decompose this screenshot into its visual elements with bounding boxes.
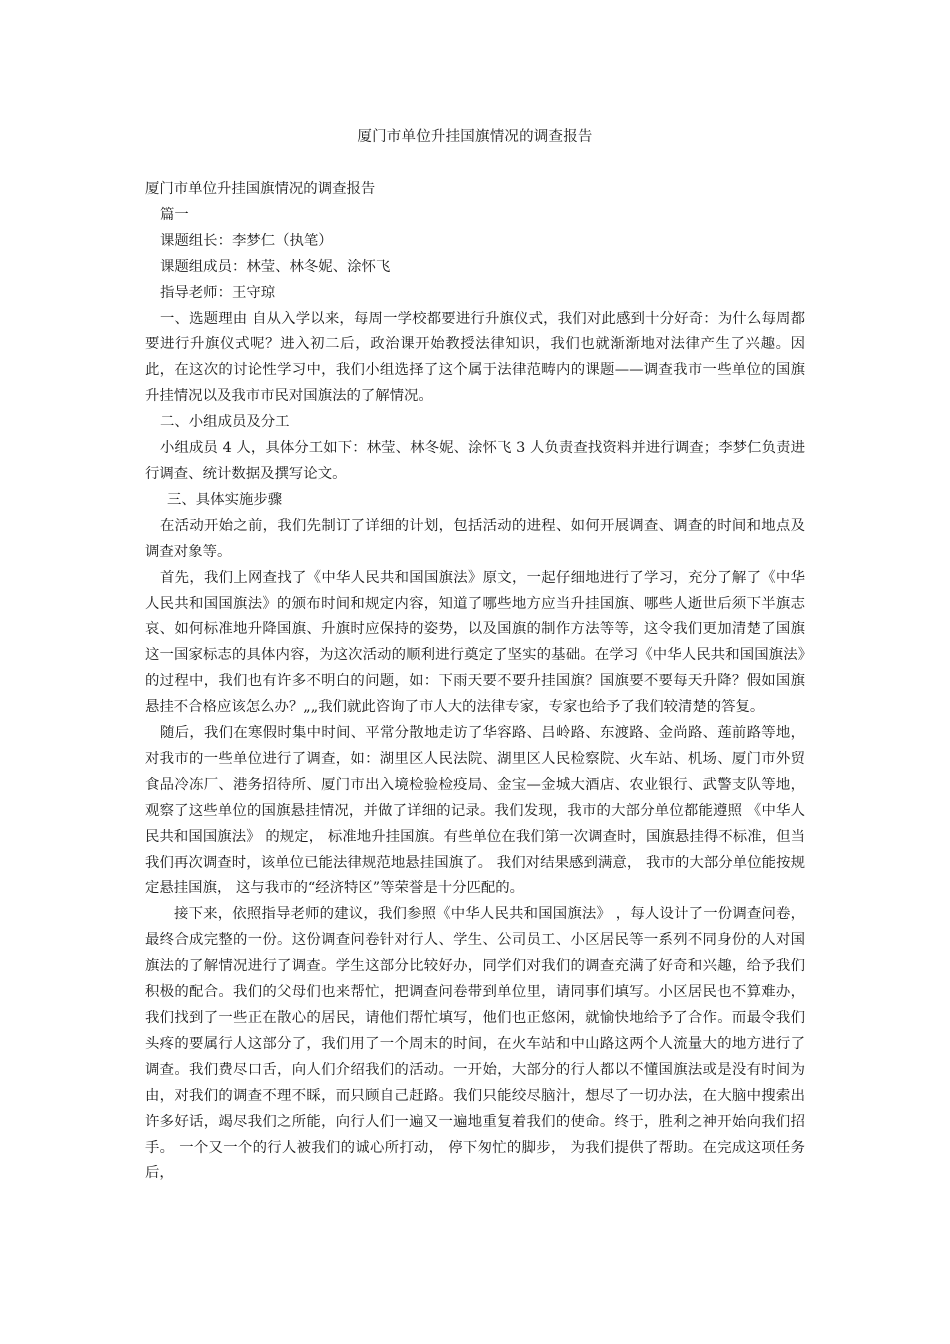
document-body [145,177,805,1187]
report-heading: 厦门市单位升挂国旗情况的调查报告 [145,181,376,197]
paragraph-visits: 随后，我们在寒假时集中时间、平常分散地走访了华容路、吕岭路、东渡路、金尚路、莲前路等地，对我市的一些单位进行了调查，如：湖里区人民法院、湖里区人民检察院、火车站、机场、厦门市外贸食品冷冻厂、港务招待所、厦门市出入境检验检疫局、金宝—金城大酒店、农业银行、武警支队等地，观察了这些单位的国旗悬挂情况，并做了详细的记录。我们发现，我市的大部分单位都能遵照 《中华人民共和国国旗法》 的规定， 标准地升挂国旗。有些单位在我们第一次调查时，国旗悬挂得不标准，但当我们再次调查时，该单位已能法律规范地悬挂国旗了。 我们对结果感到满意， 我市的大部分单位能按规定悬挂国旗， 这与我市的“经济特区”等荣誉是十分匹配的。 [145,725,805,897]
paragraph-division: 小组成员 4 人，具体分工如下：林莹、林冬妮、涂怀飞 3 人负责查找资料并进行调查；李梦仁负责进行调查、统计数据及撰写论文。 [145,440,805,482]
group-members: 课题组成员：林莹、林冬妮、涂怀飞 [160,258,391,275]
paragraph-plan: 在活动开始之前，我们先制订了详细的计划，包括活动的进程、如何开展调查、调查的时间和地点及调查对象等。 [145,517,805,560]
section-label: 篇一 [160,206,189,223]
section-heading-members: 二、小组成员及分工 [160,414,290,431]
advisor: 指导老师：王守琼 [160,284,276,301]
paragraph-research: 首先，我们上网查找了《中华人民共和国国旗法》原文，一起仔细地进行了学习，充分了解了《中华人民共和国国旗法》的颁布时间和规定内容，知道了哪些地方应当升挂国旗、哪些人逝世后须下半旗志哀、如何标准地升降国旗、升旗时应保持的姿势，以及国旗的制作方法等等，这令我们更加清楚了国旗这一国家标志的具体内容，为这次活动的顺利进行奠定了坚实的基础。在学习《中华人民共和国国旗法》的过程中，我们也有许多不明白的问题，如：下雨天要不要升挂国旗？国旗要不要每天升降？假如国旗悬挂不合格应该怎么办？„„我们就此咨询了市人大的法律专家，专家也给予了我们较清楚的答复。 [145,569,805,716]
paragraph-topic-reason: 一、选题理由 自从入学以来，每周一学校都要进行升旗仪式，我们对此感到十分好奇：为什么每周都要进行升旗仪式呢？进入初二后，政治课开始教授法律知识，我们也就渐渐地对法律产生了兴趣。因此，在这次的讨论性学习中，我们小组选择了这个属于法律范畴内的课题——调查我市一些单位的国旗升挂情况以及我市市民对国旗法的了解情况。 [145,310,805,405]
paragraph-survey: 接下来，依照指导老师的建议，我们参照《中华人民共和国国旗法》 ，每人设计了一份调查问卷，最终合成完整的一份。这份调查问卷针对行人、学生、公司员工、小区居民等一系列不同身份的人对国旗法的了解情况进行了调查。学生这部分比较好办，同学们对我们的调查充满了好奇和兴趣，给予我们积极的配合。我们的父母们也来帮忙，把调查问卷带到单位里，请同事们填写。小区居民也不算难办，我们找到了一些正在散心的居民，请他们帮忙填写，他们也正悠闲，就愉快地给予了合作。而最令我们头疼的要属行人这部分了，我们用了一个周末的时间，在火车站和中山路这两个人流量大的地方进行了调查。我们费尽口舌，向人们介绍我们的活动。一开始，大部分的行人都以不懂国旗法或是没有时间为由，对我们的调查不理不睬，而只顾自己赶路。我们只能绞尽脑汁，想尽了一切办法，在大脑中搜索出许多好话，竭尽我们之所能，向行人们一遍又一遍地重复着我们的使命。终于，胜利之神开始向我们招手。 一个又一个的行人被我们的诚心所打动， 停下匆忙的脚步， 为我们提供了帮助。在完成这项任务后， [145,906,805,1182]
section-heading-steps: 三、具体实施步骤 [167,491,283,508]
document-title: 厦门市单位升挂国旗情况的调查报告 [357,129,593,145]
group-leader: 课题组长：李梦仁（执笔） [160,232,333,249]
